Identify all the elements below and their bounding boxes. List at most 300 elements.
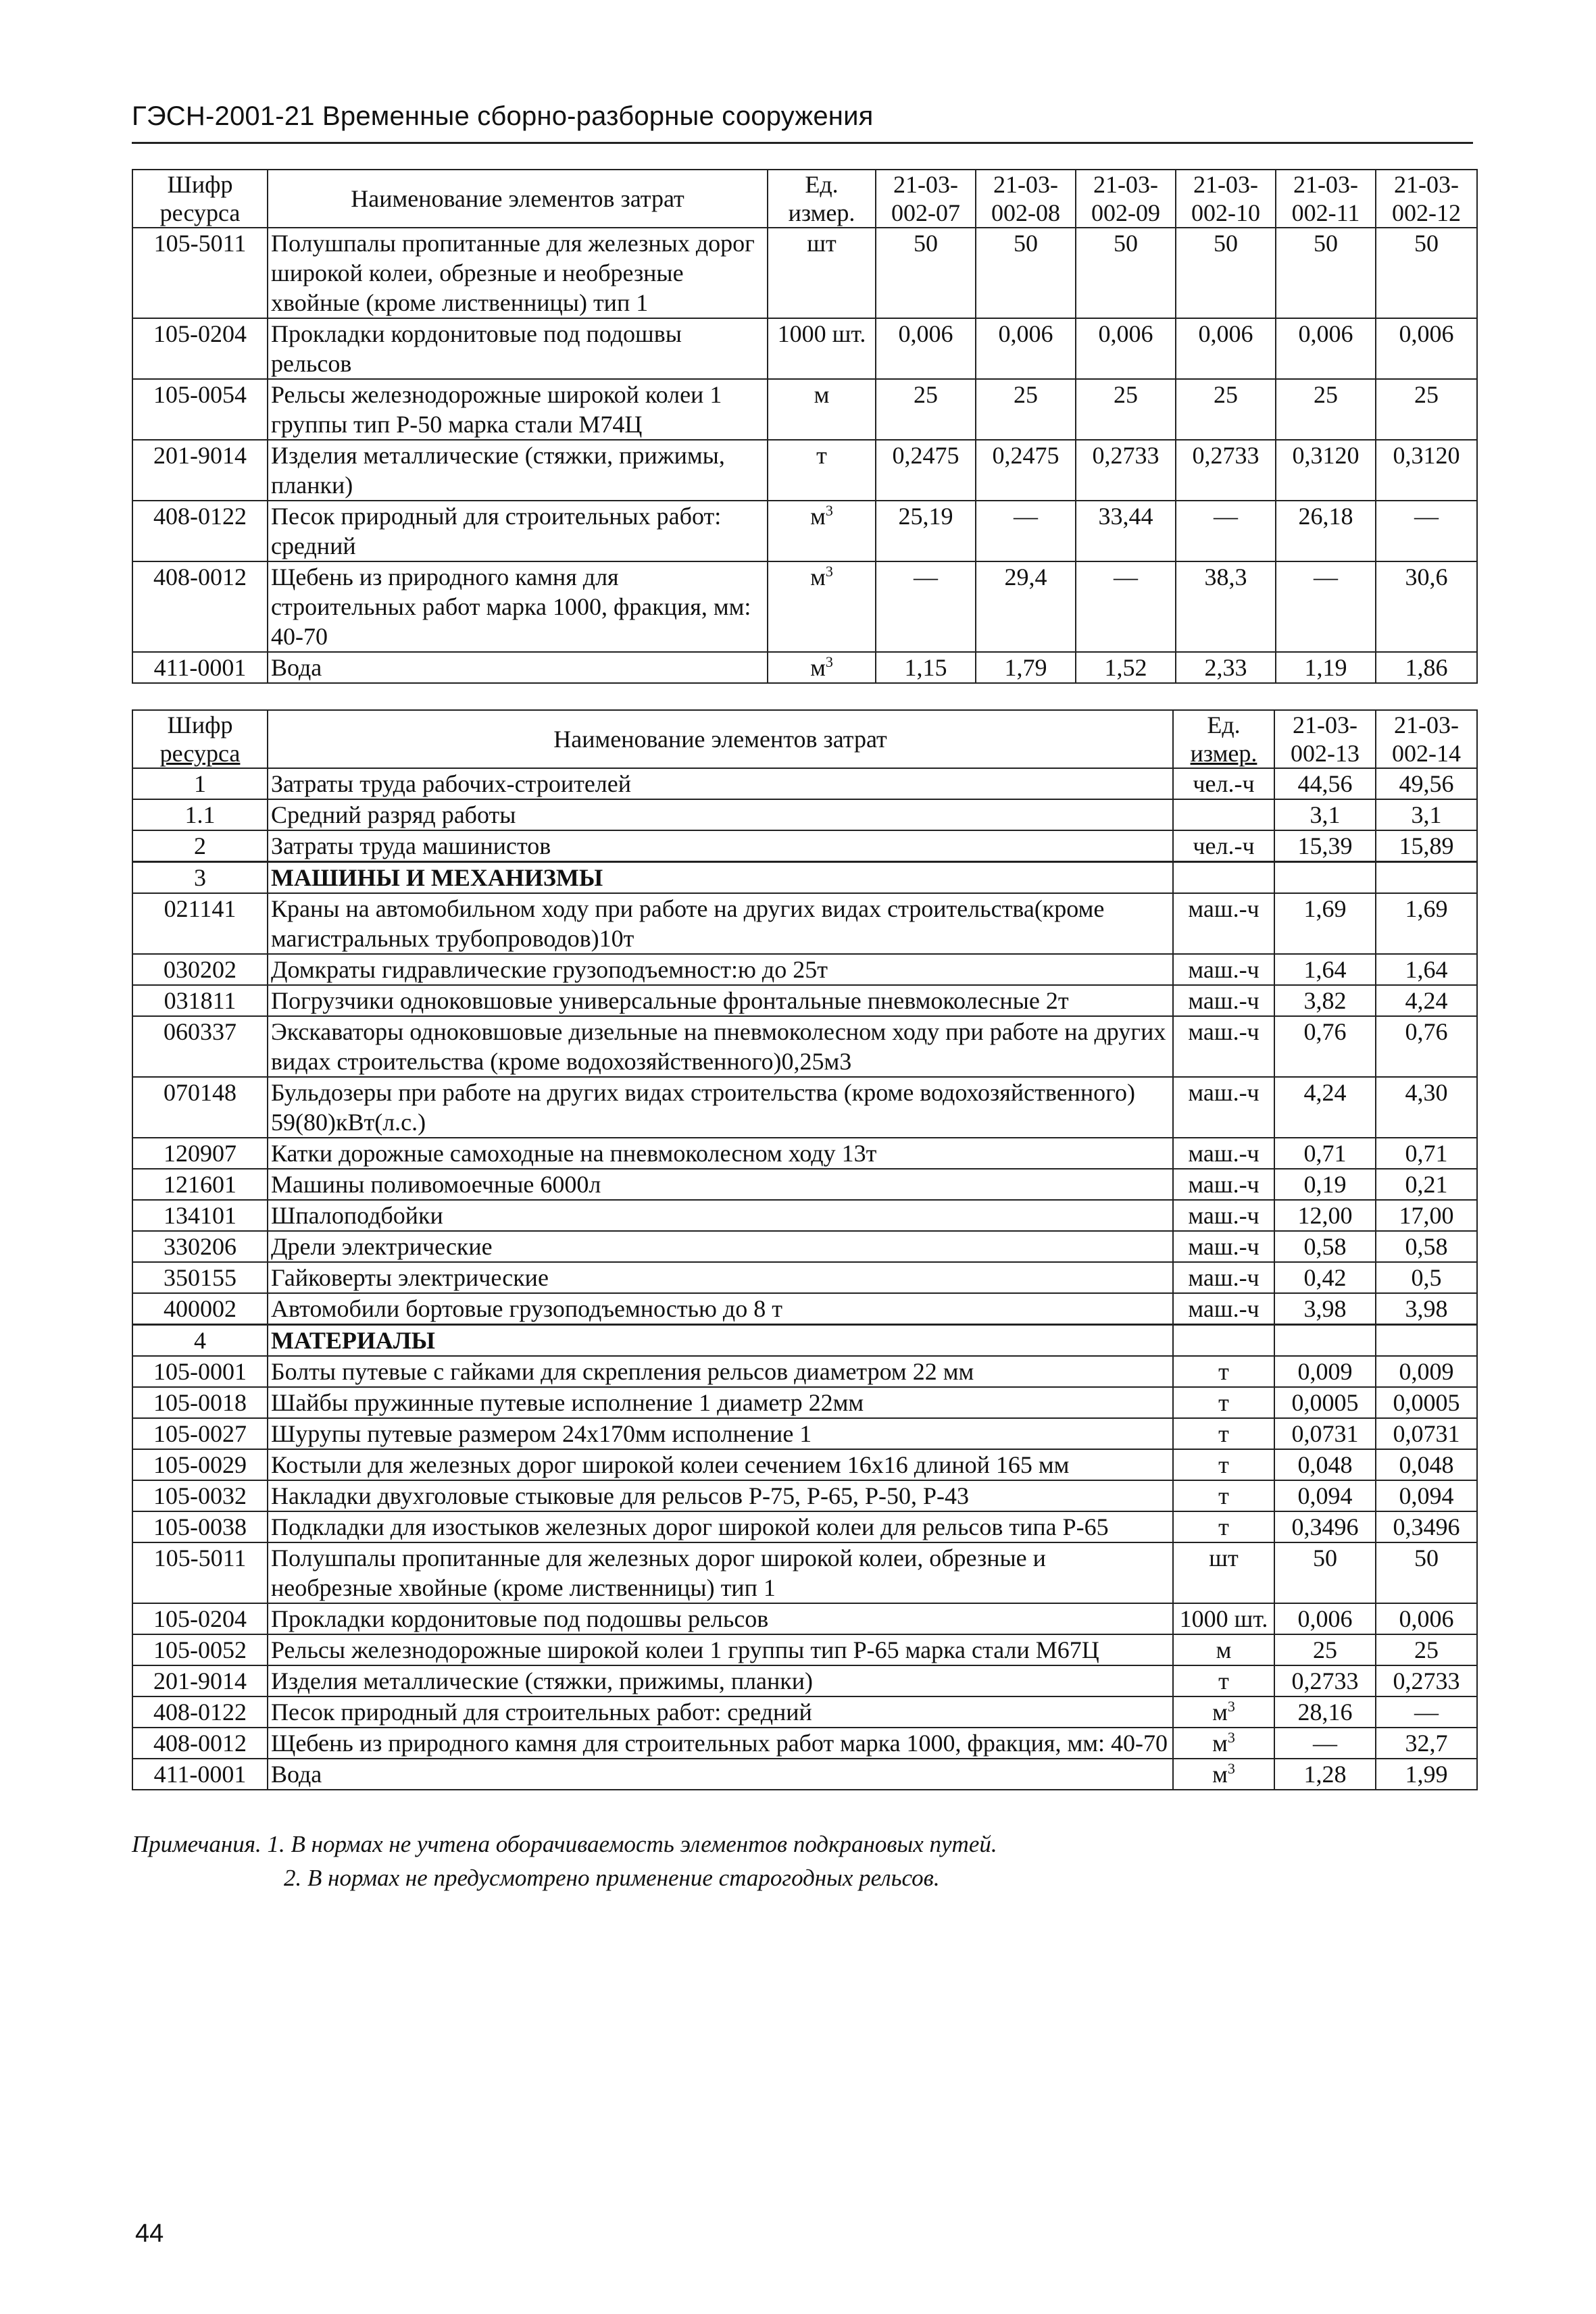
unit-label: маш.-ч — [1188, 1233, 1260, 1260]
unit-label: чел.-ч — [1193, 832, 1255, 859]
value-cell: 30,6 — [1376, 561, 1477, 652]
unit-cell — [1173, 799, 1274, 830]
resource-code: 411-0001 — [132, 1759, 268, 1790]
value-cell: 44,56 — [1274, 768, 1376, 799]
unit-label: маш.-ч — [1188, 956, 1260, 983]
table-row — [132, 1169, 1477, 1200]
value-cell: 0,0731 — [1274, 1418, 1376, 1449]
resource-code: 105-0001 — [132, 1356, 268, 1387]
value-cell: 1,52 — [1076, 652, 1176, 683]
table-row — [132, 1418, 1477, 1449]
unit-cell — [768, 440, 876, 501]
resource-code: 1.1 — [132, 799, 268, 830]
resource-code: 1 — [132, 768, 268, 799]
unit-cell — [1173, 1138, 1274, 1169]
resource-name: МАШИНЫ И МЕХАНИЗМЫ — [268, 862, 1173, 894]
resource-code: 411-0001 — [132, 652, 268, 683]
resource-name: Костыли для железных дорог широкой колеи сечением 16х16 длиной 165 мм — [268, 1449, 1173, 1480]
unit-cell — [1173, 1016, 1274, 1077]
unit-label: т — [1218, 1513, 1229, 1540]
header-col: 21-03- 002-11 — [1276, 170, 1376, 228]
unit-cell — [1173, 1603, 1274, 1634]
table-row — [132, 1200, 1477, 1231]
value-cell: 1,86 — [1376, 652, 1477, 683]
unit-label: маш.-ч — [1188, 987, 1260, 1014]
resource-code: 031811 — [132, 985, 268, 1016]
value-cell: — — [1076, 561, 1176, 652]
unit-cell — [1173, 1231, 1274, 1262]
table-row — [132, 318, 1477, 379]
value-cell: 3,1 — [1376, 799, 1477, 830]
resource-table-1 — [132, 169, 1478, 684]
table-row — [132, 1696, 1477, 1728]
unit-label: м — [814, 381, 830, 408]
value-cell: 1,99 — [1376, 1759, 1477, 1790]
unit-cell — [1173, 1480, 1274, 1511]
unit-label: маш.-ч — [1188, 1018, 1260, 1045]
value-cell: 1,64 — [1274, 954, 1376, 985]
value-cell: 50 — [1076, 228, 1176, 318]
table-row — [132, 1356, 1477, 1387]
resource-code: 021141 — [132, 893, 268, 954]
value-cell: 33,44 — [1076, 501, 1176, 561]
table-row — [132, 1665, 1477, 1696]
value-cell: 0,006 — [1376, 1603, 1477, 1634]
value-cell: 0,58 — [1376, 1231, 1477, 1262]
value-cell: 1,79 — [976, 652, 1076, 683]
unit-cell — [1173, 1356, 1274, 1387]
value-cell: 0,0005 — [1376, 1387, 1477, 1418]
value-cell: 0,5 — [1376, 1262, 1477, 1293]
resource-code: 120907 — [132, 1138, 268, 1169]
unit-label: м — [1216, 1636, 1232, 1663]
resource-name: Щебень из природного камня для строительных работ марка 1000, фракция, мм: 40-70 — [268, 1728, 1173, 1759]
resource-code: 134101 — [132, 1200, 268, 1231]
resource-code: 105-5011 — [132, 228, 268, 318]
resource-code: 201-9014 — [132, 1665, 268, 1696]
value-cell: 25,19 — [876, 501, 976, 561]
header-col: 21-03- 002-08 — [976, 170, 1076, 228]
value-cell: 0,006 — [1176, 318, 1276, 379]
unit-label: маш.-ч — [1188, 1202, 1260, 1229]
unit-label: 1000 шт. — [1179, 1605, 1268, 1632]
value-cell: 1,15 — [876, 652, 976, 683]
unit-superscript: 3 — [1227, 1729, 1235, 1746]
value-cell: 3,82 — [1274, 985, 1376, 1016]
table-row — [132, 1759, 1477, 1790]
value-cell: 50 — [876, 228, 976, 318]
value-cell: — — [1376, 1696, 1477, 1728]
table-row — [132, 893, 1477, 954]
table-row — [132, 1016, 1477, 1077]
page-header-title: ГЭСН-2001-21 Временные сборно-разборные сооружения — [132, 101, 874, 131]
resource-name: Гайковерты электрические — [268, 1262, 1173, 1293]
value-cell: 0,58 — [1274, 1231, 1376, 1262]
unit-label: маш.-ч — [1188, 1264, 1260, 1291]
resource-code: 105-0052 — [132, 1634, 268, 1665]
unit-cell — [1173, 1759, 1274, 1790]
resource-code: 070148 — [132, 1077, 268, 1138]
value-cell: 15,89 — [1376, 830, 1477, 862]
value-cell: 3,98 — [1376, 1293, 1477, 1325]
header-col: 21-03- 002-13 — [1274, 710, 1376, 768]
resource-code: 408-0012 — [132, 1728, 268, 1759]
value-cell: 28,16 — [1274, 1696, 1376, 1728]
table-row — [132, 1293, 1477, 1325]
resource-code: 105-0204 — [132, 1603, 268, 1634]
value-cell: 0,3496 — [1274, 1511, 1376, 1542]
resource-name: Полушпалы пропитанные для железных дорог широкой колеи, обрезные и необрезные хвойные (кроме лиственницы) тип 1 — [268, 1542, 1173, 1603]
value-cell: 0,71 — [1376, 1138, 1477, 1169]
header-code: Шифр ресурса — [132, 710, 268, 768]
unit-label: м — [810, 563, 826, 590]
unit-cell — [1173, 893, 1274, 954]
value-cell: 25 — [1276, 379, 1376, 440]
resource-code: 105-0018 — [132, 1387, 268, 1418]
value-cell: 50 — [1274, 1542, 1376, 1603]
header-unit: Ед. измер. — [1173, 710, 1274, 768]
table-row — [132, 862, 1477, 894]
value-cell: 25 — [1176, 379, 1276, 440]
value-cell: 3,98 — [1274, 1293, 1376, 1325]
unit-cell — [1173, 1665, 1274, 1696]
table-row — [132, 1262, 1477, 1293]
header-rule — [132, 142, 1473, 144]
page-number: 44 — [135, 2219, 164, 2248]
value-cell: 3,1 — [1274, 799, 1376, 830]
resource-code: 201-9014 — [132, 440, 268, 501]
unit-label: т — [1218, 1358, 1229, 1385]
value-cell: 25 — [1076, 379, 1176, 440]
resource-name: Прокладки кордонитовые под подошвы рельсов — [268, 1603, 1173, 1634]
header-name: Наименование элементов затрат — [268, 170, 768, 228]
value-cell: 1,64 — [1376, 954, 1477, 985]
unit-cell — [1173, 830, 1274, 862]
value-cell: 0,19 — [1274, 1169, 1376, 1200]
resource-code: 408-0122 — [132, 501, 268, 561]
resource-name: Домкраты гидравлические грузоподъемност:ю до 25т — [268, 954, 1173, 985]
resource-code: 105-0027 — [132, 1418, 268, 1449]
table-row — [132, 1542, 1477, 1603]
value-cell: — — [976, 501, 1076, 561]
value-cell: 12,00 — [1274, 1200, 1376, 1231]
value-cell: 29,4 — [976, 561, 1076, 652]
unit-cell — [1173, 862, 1274, 894]
note-item: 2. В нормах не предусмотрено применение старогодных рельсов. — [284, 1865, 940, 1891]
value-cell: 0,048 — [1274, 1449, 1376, 1480]
unit-cell — [1173, 1542, 1274, 1603]
value-cell: — — [1276, 561, 1376, 652]
value-cell: 0,006 — [1274, 1603, 1376, 1634]
unit-label: чел.-ч — [1193, 770, 1255, 797]
value-cell: 25 — [976, 379, 1076, 440]
value-cell: 0,0005 — [1274, 1387, 1376, 1418]
resource-code: 060337 — [132, 1016, 268, 1077]
unit-cell — [1173, 1728, 1274, 1759]
value-cell: 0,048 — [1376, 1449, 1477, 1480]
table-row — [132, 561, 1477, 652]
unit-cell — [1173, 1449, 1274, 1480]
unit-label: т — [1218, 1667, 1229, 1694]
unit-cell — [1173, 1169, 1274, 1200]
unit-label: м — [1212, 1699, 1228, 1726]
table-row — [132, 985, 1477, 1016]
resource-code: 408-0122 — [132, 1696, 268, 1728]
value-cell: 0,006 — [1376, 318, 1477, 379]
value-cell: 50 — [1176, 228, 1276, 318]
resource-name: Вода — [268, 1759, 1173, 1790]
value-cell: — — [1376, 501, 1477, 561]
table2-body — [132, 768, 1477, 1790]
resource-code: 105-0038 — [132, 1511, 268, 1542]
table-row — [132, 228, 1477, 318]
table-row — [132, 1511, 1477, 1542]
value-cell: 0,3496 — [1376, 1511, 1477, 1542]
header-col: 21-03- 002-12 — [1376, 170, 1477, 228]
resource-code: 2 — [132, 830, 268, 862]
unit-label: т — [816, 442, 827, 469]
resource-name: Шайбы пружинные путевые исполнение 1 диаметр 22мм — [268, 1387, 1173, 1418]
resource-name: Полушпалы пропитанные для железных дорог широкой колеи, обрезные и необрезные хвойные (кроме лиственницы) тип 1 — [268, 228, 768, 318]
resource-code: 030202 — [132, 954, 268, 985]
table1-body — [132, 228, 1477, 683]
note-item: 1. В нормах не учтена оборачиваемость элементов подкрановых путей. — [267, 1831, 997, 1857]
resource-table-2 — [132, 709, 1478, 1790]
unit-cell — [1173, 1418, 1274, 1449]
value-cell: 0,006 — [876, 318, 976, 379]
unit-cell — [1173, 1200, 1274, 1231]
table-row — [132, 954, 1477, 985]
resource-name: МАТЕРИАЛЫ — [268, 1325, 1173, 1357]
resource-name: Краны на автомобильном ходу при работе на других видах строительства(кроме магистральных трубопроводов)10т — [268, 893, 1173, 954]
unit-label: м — [1212, 1761, 1228, 1788]
unit-cell — [768, 652, 876, 683]
resource-name: Накладки двухголовые стыковые для рельсов Р-75, Р-65, Р-50, Р-43 — [268, 1480, 1173, 1511]
table-row — [132, 768, 1477, 799]
unit-superscript: 3 — [825, 563, 833, 580]
unit-label: маш.-ч — [1188, 895, 1260, 922]
resource-name: Болты путевые с гайками для скрепления рельсов диаметром 22 мм — [268, 1356, 1173, 1387]
value-cell: 0,3120 — [1276, 440, 1376, 501]
resource-code: 400002 — [132, 1293, 268, 1325]
unit-cell — [1173, 1077, 1274, 1138]
value-cell: — — [1274, 1728, 1376, 1759]
value-cell: 26,18 — [1276, 501, 1376, 561]
table-row — [132, 1231, 1477, 1262]
resource-code: 330206 — [132, 1231, 268, 1262]
unit-label: м — [810, 654, 826, 681]
value-cell: — — [1176, 501, 1276, 561]
unit-cell — [768, 379, 876, 440]
resource-name: Щебень из природного камня для строительных работ марка 1000, фракция, мм: 40-70 — [268, 561, 768, 652]
value-cell: 0,006 — [1076, 318, 1176, 379]
table-row — [132, 1603, 1477, 1634]
value-cell: 25 — [1274, 1634, 1376, 1665]
value-cell: 0,3120 — [1376, 440, 1477, 501]
resource-code: 105-0204 — [132, 318, 268, 379]
value-cell: 15,39 — [1274, 830, 1376, 862]
resource-name: Экскаваторы одноковшовые дизельные на пневмоколесном ходу при работе на других видах строительства (кроме водохозяйственного)0,25м3 — [268, 1016, 1173, 1077]
resource-name: Изделия металлические (стяжки, прижимы, планки) — [268, 440, 768, 501]
value-cell: 50 — [1376, 228, 1477, 318]
value-cell: 0,0731 — [1376, 1418, 1477, 1449]
value-cell: 4,24 — [1274, 1077, 1376, 1138]
resource-name: Автомобили бортовые грузоподъемностью до 8 т — [268, 1293, 1173, 1325]
resource-name: Рельсы железнодорожные широкой колеи 1 группы тип Р-50 марка стали М74Ц — [268, 379, 768, 440]
unit-cell — [1173, 1387, 1274, 1418]
table-row — [132, 1077, 1477, 1138]
value-cell: 0,2475 — [876, 440, 976, 501]
value-cell — [1376, 862, 1477, 894]
value-cell: 25 — [876, 379, 976, 440]
table-row — [132, 1387, 1477, 1418]
header-col: 21-03- 002-09 — [1076, 170, 1176, 228]
value-cell: 0,21 — [1376, 1169, 1477, 1200]
resource-name: Рельсы железнодорожные широкой колеи 1 группы тип Р-65 марка стали М67Ц — [268, 1634, 1173, 1665]
resource-name: Катки дорожные самоходные на пневмоколесном ходу 13т — [268, 1138, 1173, 1169]
unit-label: шт — [807, 230, 837, 257]
value-cell: 0,76 — [1376, 1016, 1477, 1077]
resource-code: 121601 — [132, 1169, 268, 1200]
resource-name: Бульдозеры при работе на других видах строительства (кроме водохозяйственного) 59(80)кВт(л.с.) — [268, 1077, 1173, 1138]
resource-name: Песок природный для строительных работ: средний — [268, 501, 768, 561]
header-col: 21-03- 002-14 — [1376, 710, 1477, 768]
unit-cell — [1173, 1293, 1274, 1325]
value-cell: — — [876, 561, 976, 652]
unit-label: маш.-ч — [1188, 1140, 1260, 1167]
value-cell: 50 — [1376, 1542, 1477, 1603]
table-row — [132, 652, 1477, 683]
resource-name: Шурупы путевые размером 24х170мм исполнение 1 — [268, 1418, 1173, 1449]
unit-cell — [768, 318, 876, 379]
value-cell: 50 — [976, 228, 1076, 318]
unit-label: м — [810, 503, 826, 530]
resource-code: 350155 — [132, 1262, 268, 1293]
value-cell: 0,2733 — [1176, 440, 1276, 501]
header-unit: Ед. измер. — [768, 170, 876, 228]
value-cell: 38,3 — [1176, 561, 1276, 652]
resource-code: 105-0054 — [132, 379, 268, 440]
value-cell: 4,24 — [1376, 985, 1477, 1016]
value-cell: 0,71 — [1274, 1138, 1376, 1169]
table-row — [132, 1480, 1477, 1511]
table-row — [132, 501, 1477, 561]
value-cell: 0,76 — [1274, 1016, 1376, 1077]
resource-name: Машины поливомоечные 6000л — [268, 1169, 1173, 1200]
unit-label: маш.-ч — [1188, 1295, 1260, 1322]
resource-name: Вода — [268, 652, 768, 683]
value-cell: 2,33 — [1176, 652, 1276, 683]
resource-name: Изделия металлические (стяжки, прижимы, планки) — [268, 1665, 1173, 1696]
value-cell: 0,2475 — [976, 440, 1076, 501]
header-code: Шифр ресурса — [132, 170, 268, 228]
header-col: 21-03- 002-07 — [876, 170, 976, 228]
notes-label: Примечания. — [132, 1831, 261, 1857]
resource-name: Средний разряд работы — [268, 799, 1173, 830]
header-name: Наименование элементов затрат — [268, 710, 1173, 768]
table-row — [132, 1325, 1477, 1357]
unit-cell — [1173, 985, 1274, 1016]
resource-code: 3 — [132, 862, 268, 894]
unit-cell — [1173, 1696, 1274, 1728]
unit-superscript: 3 — [1227, 1760, 1235, 1777]
table-row — [132, 1138, 1477, 1169]
unit-cell — [1173, 768, 1274, 799]
value-cell: 49,56 — [1376, 768, 1477, 799]
value-cell — [1274, 862, 1376, 894]
value-cell: 0,006 — [1276, 318, 1376, 379]
resource-code: 105-5011 — [132, 1542, 268, 1603]
notes — [132, 1828, 997, 1895]
resource-name: Подкладки для изостыков железных дорог широкой колеи для рельсов типа Р-65 — [268, 1511, 1173, 1542]
value-cell: 25 — [1376, 379, 1477, 440]
unit-cell — [1173, 954, 1274, 985]
value-cell — [1376, 1325, 1477, 1357]
value-cell: 1,19 — [1276, 652, 1376, 683]
unit-superscript: 3 — [825, 653, 833, 670]
resource-code: 408-0012 — [132, 561, 268, 652]
table-row — [132, 830, 1477, 862]
unit-label: т — [1218, 1420, 1229, 1447]
table-row — [132, 1634, 1477, 1665]
unit-cell — [1173, 1325, 1274, 1357]
value-cell: 1,69 — [1274, 893, 1376, 954]
value-cell: 4,30 — [1376, 1077, 1477, 1138]
table-row — [132, 1449, 1477, 1480]
unit-cell — [1173, 1511, 1274, 1542]
value-cell: 17,00 — [1376, 1200, 1477, 1231]
value-cell: 25 — [1376, 1634, 1477, 1665]
value-cell: 0,009 — [1274, 1356, 1376, 1387]
resource-code: 105-0029 — [132, 1449, 268, 1480]
unit-label: т — [1218, 1389, 1229, 1416]
resource-code: 105-0032 — [132, 1480, 268, 1511]
value-cell: 32,7 — [1376, 1728, 1477, 1759]
resource-name: Шпалоподбойки — [268, 1200, 1173, 1231]
resource-name: Затраты труда рабочих-строителей — [268, 768, 1173, 799]
value-cell: 1,69 — [1376, 893, 1477, 954]
value-cell: 0,2733 — [1376, 1665, 1477, 1696]
value-cell: 0,2733 — [1076, 440, 1176, 501]
unit-cell — [1173, 1262, 1274, 1293]
unit-label: т — [1218, 1451, 1229, 1478]
header-col: 21-03- 002-10 — [1176, 170, 1276, 228]
resource-name: Песок природный для строительных работ: средний — [268, 1696, 1173, 1728]
value-cell: 0,009 — [1376, 1356, 1477, 1387]
table-row — [132, 440, 1477, 501]
unit-label: м — [1212, 1730, 1228, 1757]
value-cell: 1,28 — [1274, 1759, 1376, 1790]
resource-name: Затраты труда машинистов — [268, 830, 1173, 862]
unit-superscript: 3 — [1227, 1698, 1235, 1715]
table1-header-row — [132, 170, 1477, 228]
table-row — [132, 799, 1477, 830]
unit-cell — [768, 501, 876, 561]
value-cell: 0,094 — [1274, 1480, 1376, 1511]
unit-superscript: 3 — [825, 502, 833, 519]
value-cell: 0,2733 — [1274, 1665, 1376, 1696]
unit-label: шт — [1209, 1544, 1239, 1571]
unit-label: маш.-ч — [1188, 1171, 1260, 1198]
unit-label: т — [1218, 1482, 1229, 1509]
resource-name: Дрели электрические — [268, 1231, 1173, 1262]
value-cell: 50 — [1276, 228, 1376, 318]
resource-name: Погрузчики одноковшовые универсальные фронтальные пневмоколесные 2т — [268, 985, 1173, 1016]
value-cell: 0,42 — [1274, 1262, 1376, 1293]
table-row — [132, 1728, 1477, 1759]
value-cell: 0,094 — [1376, 1480, 1477, 1511]
unit-label: маш.-ч — [1188, 1079, 1260, 1106]
